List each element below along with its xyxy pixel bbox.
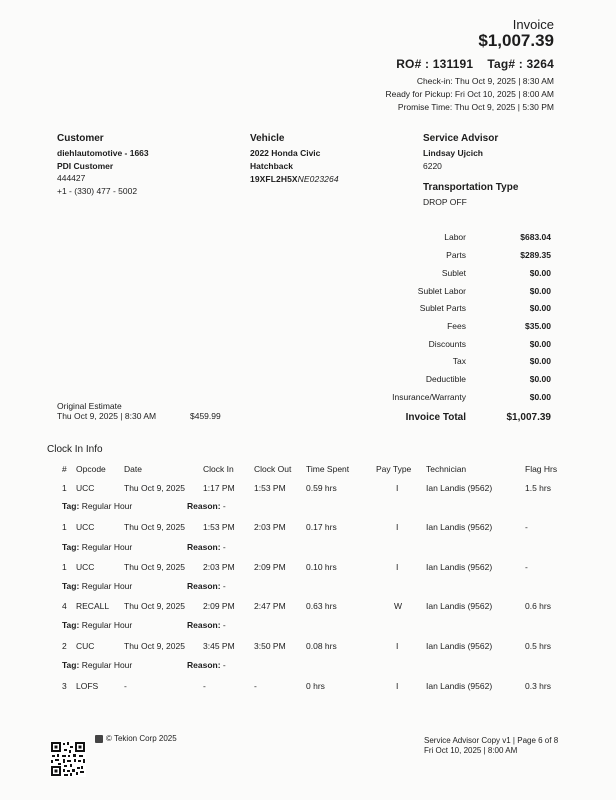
header-total-amount: $1,007.39 (478, 31, 554, 50)
tag-number: Tag# : 3264 (487, 57, 554, 71)
summary-label: Insurance/Warranty (392, 392, 466, 402)
tag-info (62, 501, 132, 511)
invoice-total-value: $1,007.39 (506, 412, 551, 423)
advisor-heading: Service Advisor (423, 133, 499, 144)
cell-time-spent: 0.10 hrs (306, 562, 337, 572)
cell-date: - (124, 681, 127, 691)
tag-label: Tag: (62, 542, 80, 552)
cell-technician: Ian Landis (9562) (426, 641, 493, 651)
qr-code-icon (50, 741, 86, 777)
summary-label: Sublet Parts (419, 303, 466, 313)
transport-heading: Transportation Type (423, 182, 519, 193)
reason-value: - (222, 501, 226, 511)
reason-value: - (222, 620, 226, 630)
cell-pay-type: I (396, 641, 399, 651)
vehicle-body: Hatchback (250, 160, 293, 171)
customer-phone: +1 - (330) 477 - 5002 (57, 185, 138, 196)
summary-label: Parts (446, 250, 466, 260)
estimate-amount: $459.99 (190, 411, 221, 421)
customer-id: 444427 (57, 173, 86, 183)
cell-date: Thu Oct 9, 2025 (124, 522, 185, 532)
cell-opcode: UCC (76, 562, 95, 572)
reason-info (187, 542, 226, 552)
cell-date: Thu Oct 9, 2025 (124, 483, 185, 493)
advisor-name: Lindsay Ujcich (423, 148, 483, 158)
tag-value: Regular Hour (81, 542, 133, 552)
cell-flag-hrs: - (525, 522, 528, 532)
tag-info (62, 542, 132, 552)
cell-clock-in: 2:09 PM (203, 601, 235, 611)
cell-time-spent: 0.17 hrs (306, 522, 337, 532)
reason-info (187, 620, 226, 630)
tag-label: Tag: (62, 501, 80, 511)
col-header: Opcode (76, 464, 106, 474)
copyright-text: © Tekion Corp 2025 (106, 734, 177, 743)
cell-pay-type: I (396, 522, 399, 532)
tag-info (62, 660, 132, 670)
summary-value: $0.00 (529, 356, 551, 366)
summary-value: $683.04 (520, 232, 551, 242)
cell-num: 3 (62, 681, 67, 691)
summary-value: $35.00 (525, 321, 551, 331)
cell-technician: Ian Landis (9562) (426, 522, 493, 532)
vin-prefix: 19XFL2H5X (250, 174, 298, 184)
cell-clock-in: 2:03 PM (203, 562, 235, 572)
summary-label: Fees (447, 321, 466, 331)
reason-label: Reason: (187, 542, 221, 552)
reason-value: - (222, 581, 226, 591)
ro-number: RO# : 131191 (396, 57, 474, 71)
cell-opcode: RECALL (76, 601, 110, 611)
summary-value: $0.00 (529, 303, 551, 313)
transport-type: DROP OFF (423, 197, 467, 207)
customer-type: PDI Customer (57, 160, 114, 171)
summary-label: Deductible (425, 374, 466, 384)
reason-info (187, 581, 226, 591)
cell-num: 4 (62, 601, 67, 611)
ready-for-pickup-time: Ready for Pickup: Fri Oct 10, 2025 | 8:00 AM (385, 89, 554, 99)
tekion-logo-icon (95, 735, 103, 743)
estimate-heading: Original Estimate (57, 401, 122, 411)
reason-value: - (222, 660, 226, 670)
cell-flag-hrs: 0.3 hrs (525, 681, 551, 691)
col-header: Time Spent (306, 464, 350, 474)
cell-pay-type: I (396, 681, 399, 691)
col-header: Date (124, 464, 142, 474)
reason-label: Reason: (187, 620, 221, 630)
cell-flag-hrs: 0.5 hrs (525, 641, 551, 651)
document-title: Invoice (512, 17, 554, 32)
summary-label: Sublet (441, 268, 466, 278)
advisor-section (423, 133, 518, 209)
cell-date: Thu Oct 9, 2025 (124, 562, 185, 572)
tag-label: Tag: (62, 660, 80, 670)
tag-label: Tag: (62, 581, 80, 591)
tag-info (62, 620, 132, 630)
cell-date: Thu Oct 9, 2025 (124, 601, 185, 611)
col-header: Flag Hrs (525, 464, 558, 474)
cell-technician: Ian Landis (9562) (426, 483, 493, 493)
clock-in-title: Clock In Info (47, 444, 103, 455)
cell-pay-type: I (396, 562, 399, 572)
copy-info: Service Advisor Copy v1 | Page 6 of 8 (424, 736, 559, 745)
cell-time-spent: 0.63 hrs (306, 601, 337, 611)
ro-tag-line (396, 57, 554, 71)
cell-time-spent: 0.08 hrs (306, 641, 337, 651)
summary-label: Labor (444, 232, 466, 242)
col-header: Clock Out (254, 464, 292, 474)
cell-num: 1 (62, 522, 67, 532)
cell-pay-type: I (396, 483, 399, 493)
reason-label: Reason: (187, 581, 221, 591)
summary-value: $0.00 (529, 392, 551, 402)
reason-info (187, 660, 226, 670)
cell-num: 2 (62, 641, 67, 651)
reason-info (187, 501, 226, 511)
summary-value: $0.00 (529, 339, 551, 349)
vehicle-heading: Vehicle (250, 133, 285, 144)
estimate-date: Thu Oct 9, 2025 | 8:30 AM (57, 411, 157, 421)
summary-value: $289.35 (520, 250, 551, 260)
cell-clock-out: 2:09 PM (254, 562, 286, 572)
tag-info (62, 581, 132, 591)
vehicle-section (250, 133, 339, 186)
cell-clock-out: 2:03 PM (254, 522, 286, 532)
promise-time: Promise Time: Thu Oct 9, 2025 | 5:30 PM (397, 102, 554, 112)
cell-num: 1 (62, 562, 67, 572)
invoice-total-label: Invoice Total (405, 412, 466, 423)
cell-opcode: CUC (76, 641, 95, 651)
cell-technician: Ian Landis (9562) (426, 681, 493, 691)
summary-value: $0.00 (529, 374, 551, 384)
vehicle-vin (250, 172, 339, 186)
cell-date: Thu Oct 9, 2025 (124, 641, 185, 651)
summary-label: Discounts (428, 339, 466, 349)
cell-opcode: LOFS (76, 681, 99, 691)
cell-clock-out: 2:47 PM (254, 601, 286, 611)
reason-label: Reason: (187, 660, 221, 670)
tag-value: Regular Hour (81, 620, 133, 630)
summary-label: Tax (452, 356, 466, 366)
tag-label: Tag: (62, 620, 80, 630)
tag-value: Regular Hour (81, 501, 133, 511)
customer-name: diehlautomotive - 1663 (57, 148, 149, 158)
col-header: Technician (426, 464, 467, 474)
customer-section (57, 133, 149, 197)
customer-heading: Customer (57, 133, 104, 144)
advisor-id: 6220 (423, 160, 442, 171)
summary-value: $0.00 (529, 268, 551, 278)
cell-num: 1 (62, 483, 67, 493)
cell-technician: Ian Landis (9562) (426, 601, 493, 611)
cell-clock-in: 1:17 PM (203, 483, 235, 493)
cell-opcode: UCC (76, 483, 95, 493)
cell-opcode: UCC (76, 522, 95, 532)
cell-technician: Ian Landis (9562) (426, 562, 493, 572)
cell-clock-in: 3:45 PM (203, 641, 235, 651)
cell-clock-out: - (254, 681, 257, 691)
cell-clock-in: - (203, 681, 206, 691)
tag-value: Regular Hour (81, 660, 133, 670)
col-header: # (62, 464, 67, 474)
reason-value: - (222, 542, 226, 552)
col-header: Clock In (203, 464, 234, 474)
cell-flag-hrs: 0.6 hrs (525, 601, 551, 611)
cell-clock-in: 1:53 PM (203, 522, 235, 532)
tag-value: Regular Hour (81, 581, 133, 591)
reason-label: Reason: (187, 501, 221, 511)
cell-time-spent: 0.59 hrs (306, 483, 337, 493)
summary-value: $0.00 (529, 286, 551, 296)
cell-clock-out: 1:53 PM (254, 483, 286, 493)
cell-flag-hrs: - (525, 562, 528, 572)
vin-suffix: NE023264 (297, 174, 339, 184)
cell-time-spent: 0 hrs (306, 681, 325, 691)
cell-pay-type: W (394, 601, 403, 611)
checkin-time: Check-in: Thu Oct 9, 2025 | 8:30 AM (416, 76, 554, 86)
vehicle-model: 2022 Honda Civic (250, 148, 321, 158)
cell-flag-hrs: 1.5 hrs (525, 483, 551, 493)
summary-label: Sublet Labor (417, 286, 466, 296)
printed-date: Fri Oct 10, 2025 | 8:00 AM (424, 746, 518, 755)
cell-clock-out: 3:50 PM (254, 641, 286, 651)
col-header: Pay Type (376, 464, 412, 474)
